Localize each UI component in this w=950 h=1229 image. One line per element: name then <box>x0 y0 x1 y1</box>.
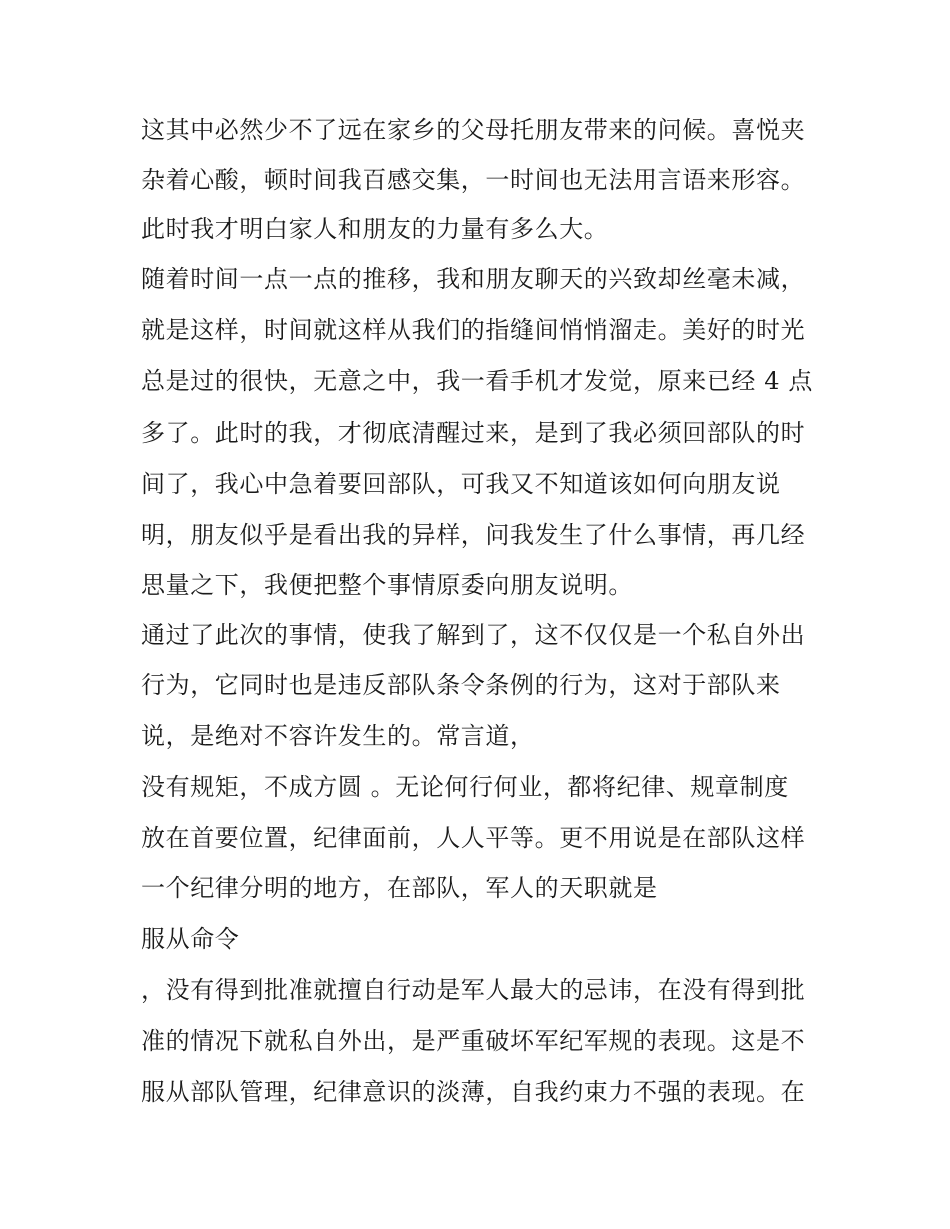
text-line: 放在首要位置，纪律面前，人人平等。更不用说是在部队这样 <box>141 824 806 852</box>
text-line: 准的情况下就私自外出，是严重破坏军纪军规的表现。这是不 <box>141 1027 806 1055</box>
text-line: 间了，我心中急着要回部队，可我又不知道该如何向朋友说 <box>141 470 781 498</box>
text-line: 杂着心酸，顿时间我百感交集，一时间也无法用言语来形容。 <box>141 166 806 194</box>
text-line: 服从部队管理，纪律意识的淡薄，自我约束力不强的表现。在 <box>141 1078 806 1106</box>
text-line: 思量之下，我便把整个事情原委向朋友说明。 <box>141 571 633 599</box>
text-line: 就是这样，时间就这样从我们的指缝间悄悄溜走。美好的时光 <box>141 316 806 344</box>
text-line: 明，朋友似乎是看出我的异样，问我发生了什么事情，再几经 <box>141 521 806 549</box>
text-line: 没有规矩，不成方圆 。无论何行何业，都将纪律、规章制度 <box>141 773 789 801</box>
text-line: 总是过的很快，无意之中，我一看手机才发觉，原来已经 4 点 <box>141 367 813 395</box>
text-line: 此时我才明白家人和朋友的力量有多么大。 <box>141 215 609 243</box>
text-line: 说，是绝对不容许发生的。常言道， <box>141 722 535 750</box>
text-line: 随着时间一点一点的推移，我和朋友聊天的兴致却丝毫未减， <box>141 265 806 293</box>
text-line: ，没有得到批准就擅自行动是军人最大的忌讳，在没有得到批 <box>141 976 806 1004</box>
text-line: 行为，它同时也是违反部队条令条例的行为，这对于部队来 <box>141 671 781 699</box>
text-line: 一个纪律分明的地方，在部队，军人的天职就是 <box>141 874 658 902</box>
text-line: 这其中必然少不了远在家乡的父母托朋友带来的问候。喜悦夹 <box>141 116 806 144</box>
text-line: 多了。此时的我，才彻底清醒过来，是到了我必须回部队的时 <box>141 419 806 447</box>
text-line: 通过了此次的事情，使我了解到了，这不仅仅是一个私自外出 <box>141 621 806 649</box>
text-line: 服从命令 <box>141 925 240 953</box>
